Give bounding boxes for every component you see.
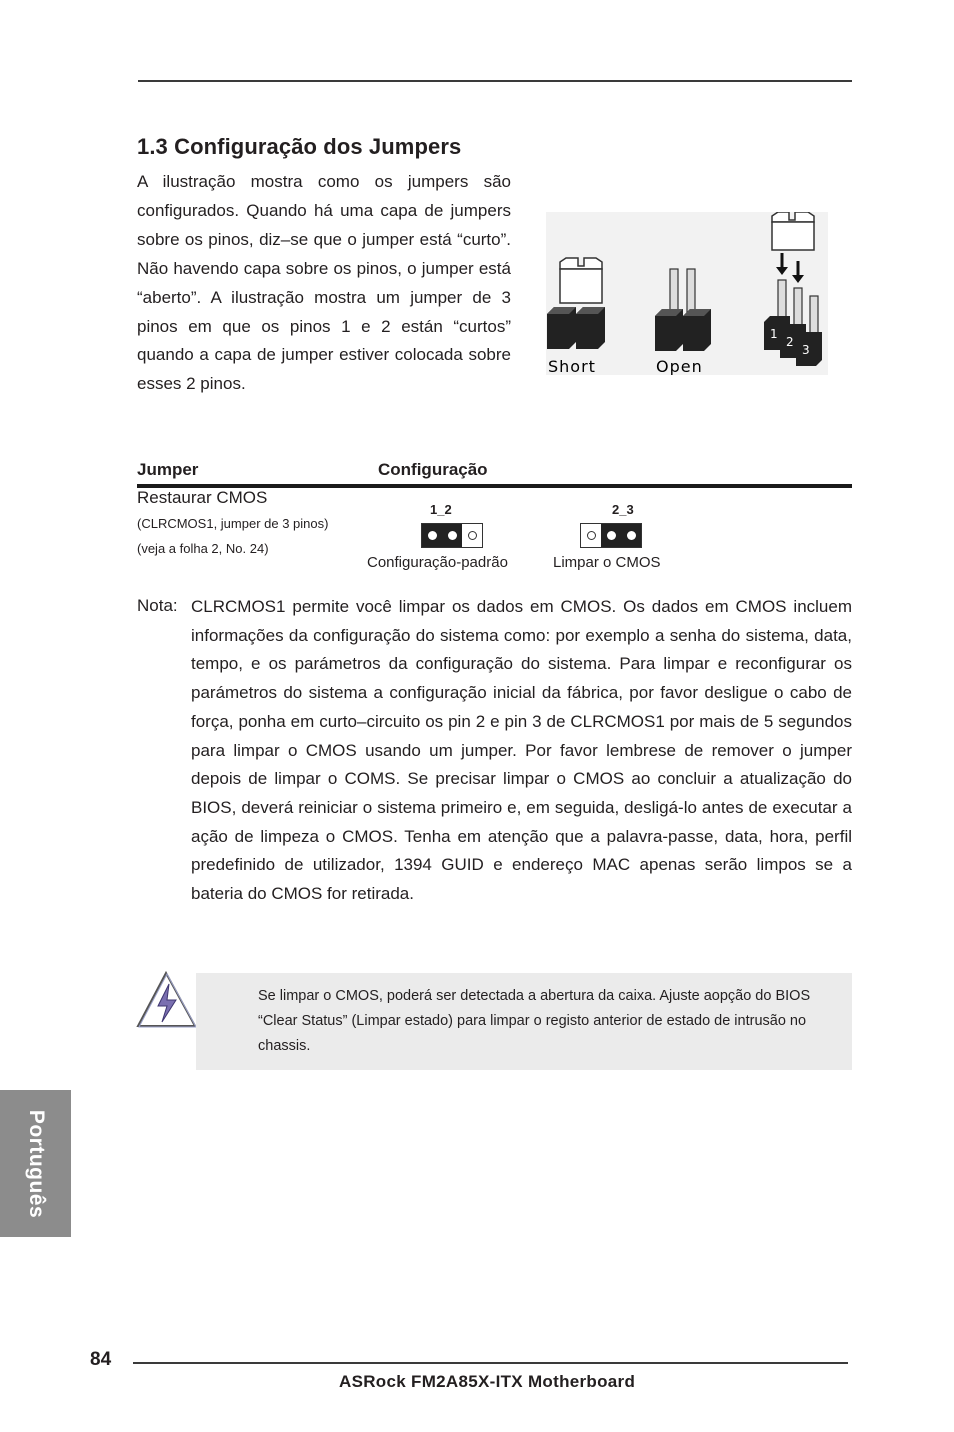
short-jumper-graphic xyxy=(547,258,605,375)
footer-product-name: ASRock FM2A85X-ITX Motherboard xyxy=(339,1372,636,1391)
jumper-row-reference: (veja a folha 2, No. 24) xyxy=(137,541,269,556)
open-label: Open xyxy=(656,357,703,375)
footer-rule xyxy=(133,1362,848,1364)
intro-paragraph: A ilustração mostra como os jumpers são configurados. Quando há uma capa de jumpers sobre os pinos, diz–se que o jumper está “curto”. Não havendo capa sobre os pinos, o jumper está “aberto”. A ilustração mostra um jumper de 3 pinos em que os pinos 1 e 2 están “curtos” quando a capa de jumper estiver colocada sobre esses 2 pinos. xyxy=(137,172,511,394)
pin-number-2: 2 xyxy=(786,335,794,349)
pin-1-open xyxy=(581,524,601,547)
open-jumper-graphic xyxy=(655,269,711,375)
pin-3-open xyxy=(462,524,482,547)
warning-box xyxy=(196,973,852,1070)
page-number: 84 xyxy=(90,1349,112,1370)
pin-number-3: 3 xyxy=(802,343,810,357)
jumper-illustration xyxy=(546,212,828,375)
option1-caption: Configuração-padrão xyxy=(367,554,508,571)
three-pin-jumper-graphic xyxy=(764,212,822,366)
table-header-jumper: Jumper xyxy=(137,460,199,479)
note-label: Nota: xyxy=(137,596,178,615)
pin-1-shorted xyxy=(422,524,442,547)
option1-pin-header xyxy=(421,523,483,548)
jumper-diagram xyxy=(546,212,828,375)
warning-text: Se limpar o CMOS, poderá ser detectada a abertura da caixa. Ajuste aopção do BIOS “Clear Status” (Limpar estado) para limpar o registo anterior de estado de intrusão no chassis. xyxy=(258,988,811,1054)
short-label: Short xyxy=(548,357,596,375)
top-rule xyxy=(138,80,852,82)
language-side-tab xyxy=(0,1090,71,1237)
pin-2-shorted xyxy=(601,524,621,547)
option2-pin-title: 2_3 xyxy=(612,502,634,517)
note-body: CLRCMOS1 permite você limpar os dados em CMOS. Os dados em CMOS incluem informações da configuração do sistema como: por exemplo a senha do sistema, data, tempo, e os parámetros da configuração do sistema. Para limpar e reconfigurar os parámetros do sistema a configuração inicial da fábrica, por favor desligue o cabo de força, ponha em curto–circuito os pin 2 e pin 3 de CLRCMOS1 por mais de 5 segundos para limpar o CMOS usando um jumper. Por favor lembrese de remover o jumper depois de limpar o COMS. Se precisar limpar o CMOS ao concluir a atualização do BIOS, deverá reiniciar o sistema primeiro e, em seguida, desligá-lo antes de executar a ação de limpeza o CMOS. Tenha em atenção que a palavra-passe, data, hora, perfil predefinido de utilizador, 1394 GUID e endereço MAC apenas serão limpos se a bateria do CMOS for retirada. xyxy=(191,597,852,904)
jumper-row-name: Restaurar CMOS xyxy=(137,488,268,507)
section-title: 1.3 Configuração dos Jumpers xyxy=(137,134,462,159)
warning-lightning-icon xyxy=(136,970,198,1030)
pin-number-1: 1 xyxy=(770,327,778,341)
table-header-configuration: Configuração xyxy=(378,460,488,479)
option2-caption: Limpar o CMOS xyxy=(553,554,661,571)
jumper-row-detail: (CLRCMOS1, jumper de 3 pinos) xyxy=(137,516,329,531)
pin-3-shorted xyxy=(621,524,641,547)
pin-2-shorted xyxy=(442,524,462,547)
option1-pin-title: 1_2 xyxy=(430,502,452,517)
language-side-tab-label: Português xyxy=(24,1109,48,1218)
option2-pin-header xyxy=(580,523,642,548)
